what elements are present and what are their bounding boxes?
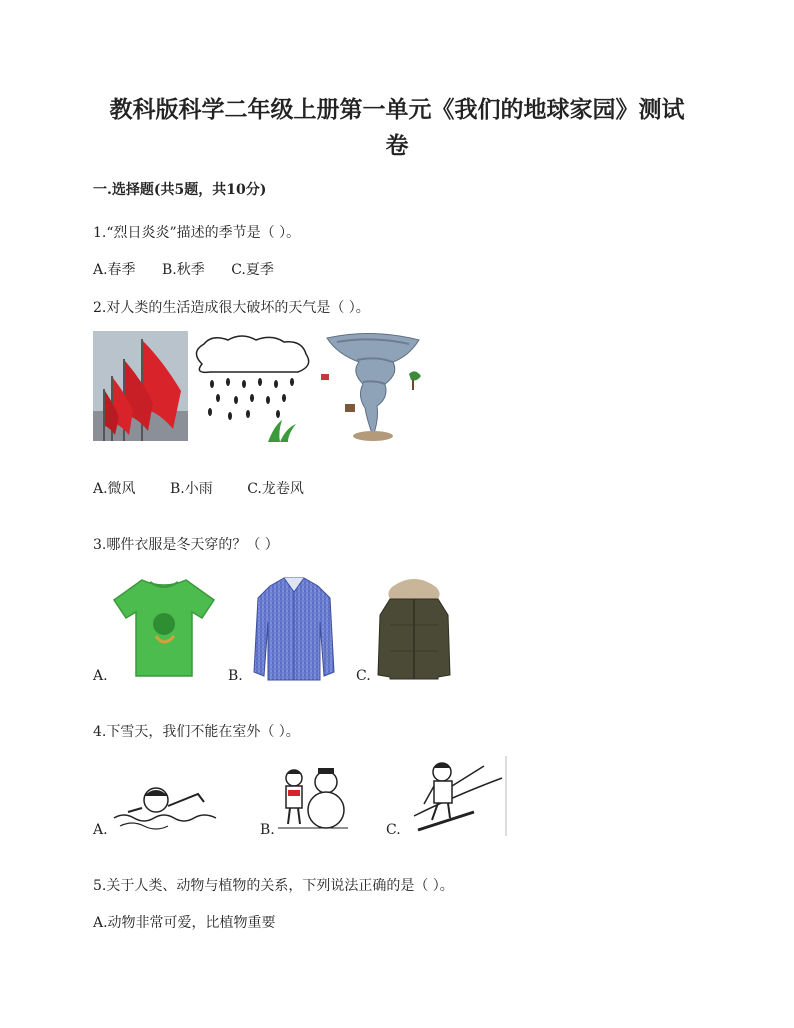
winter-jacket-image bbox=[376, 575, 452, 681]
title-line-2: 卷 bbox=[385, 132, 409, 159]
tornado-image bbox=[317, 332, 425, 442]
question-3: 3.哪件衣服是冬天穿的？（ ） bbox=[93, 537, 279, 553]
q3-option-b[interactable]: B. bbox=[228, 668, 243, 684]
blue-checked-shirt-image bbox=[252, 576, 336, 682]
question-1: 1.“烈日炎炎”描述的季节是（ ）。 bbox=[93, 225, 301, 241]
section-heading: 一.选择题(共5题，共10分) bbox=[93, 182, 267, 198]
green-tshirt-image bbox=[112, 576, 216, 680]
title-line-1: 教科版科学二年级上册第一单元《我们的地球家园》测试 bbox=[109, 96, 685, 123]
q1-option-c[interactable]: C.夏季 bbox=[231, 262, 274, 278]
q4-option-b[interactable]: B. bbox=[260, 822, 275, 838]
q2-option-c[interactable]: C.龙卷风 bbox=[247, 481, 304, 497]
question-4: 4.下雪天，我们不能在室外（ ）。 bbox=[93, 724, 300, 740]
question-2-options bbox=[93, 478, 326, 498]
q5-option-a[interactable]: A.动物非常可爱，比植物重要 bbox=[93, 915, 276, 931]
q2-option-b[interactable]: B.小雨 bbox=[170, 481, 213, 497]
question-5-options bbox=[93, 912, 298, 932]
q4-option-c[interactable]: C. bbox=[386, 822, 401, 838]
question-2: 2.对人类的生活造成很大破坏的天气是（ ）。 bbox=[93, 300, 370, 316]
q4-option-a[interactable]: A. bbox=[93, 822, 108, 838]
swimming-child-image bbox=[112, 782, 218, 832]
child-with-snowman-image bbox=[278, 764, 348, 832]
q2-option-a[interactable]: A.微风 bbox=[93, 481, 136, 497]
flags-image bbox=[93, 331, 188, 441]
q1-option-b[interactable]: B.秋季 bbox=[162, 262, 205, 278]
rain-cloud-image bbox=[190, 334, 315, 442]
q3-option-a[interactable]: A. bbox=[93, 668, 108, 684]
skiing-child-image bbox=[404, 756, 508, 836]
page-title bbox=[0, 92, 794, 164]
question-1-options bbox=[93, 259, 296, 279]
q1-option-a[interactable]: A.春季 bbox=[93, 262, 136, 278]
q3-option-c[interactable]: C. bbox=[356, 668, 371, 684]
question-5: 5.关于人类、动物与植物的关系，下列说法正确的是（ ）。 bbox=[93, 878, 454, 894]
